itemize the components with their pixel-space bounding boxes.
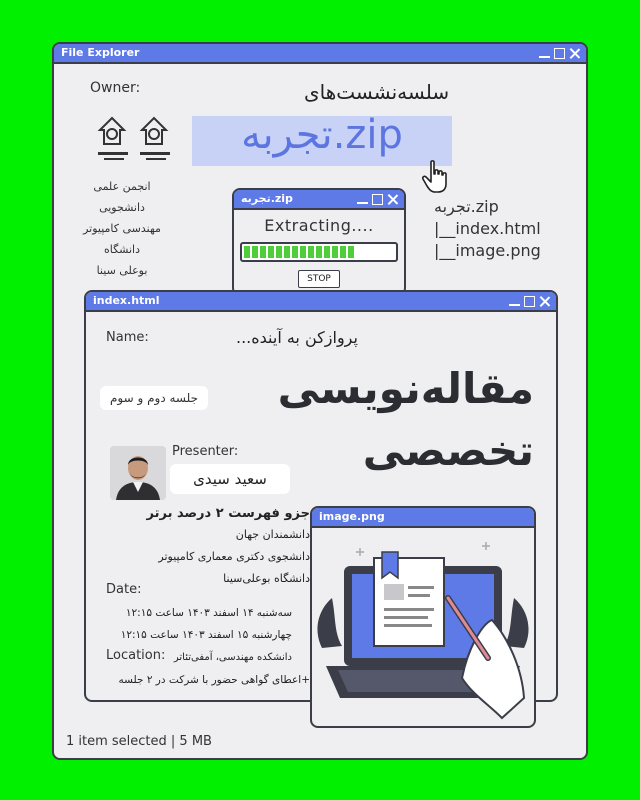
minimize-icon[interactable] [357,194,368,205]
minimize-icon[interactable] [509,296,520,307]
society-line: دانشجویی [99,201,145,214]
presenter-name: سعید سیدی [170,464,290,494]
presenter-bio [147,504,310,590]
progress-segment [308,246,314,258]
close-icon[interactable] [539,296,550,307]
image-titlebar[interactable] [312,508,534,528]
progress-segment [260,246,266,258]
progress-segment [252,246,258,258]
extracting-label: Extracting.... [264,216,374,235]
bio-line: دانشجوی دکتری معماری کامپیوتر [158,550,310,563]
file-tree [434,196,541,262]
session-badge: جلسه دوم و سوم [100,386,208,410]
progress-segment [348,246,354,258]
name-label: Name: [106,330,149,345]
progress-segment [300,246,306,258]
presenter-avatar-icon [110,446,166,500]
presenter-photo [110,446,166,500]
progress-segment [324,246,330,258]
close-icon[interactable] [387,194,398,205]
window-controls [509,292,550,310]
tree-item-index[interactable]: |__index.html [434,219,541,238]
date-line: سه‌شنبه ۱۴ اسفند ۱۴۰۳ ساعت ۱۲:۱۵ [125,607,292,619]
maximize-icon[interactable] [372,194,383,205]
extract-progress-bar [240,242,398,262]
image-title: image.png [319,510,385,523]
zip-file-title[interactable]: تجربه.zip [241,112,403,158]
hand-pointer-icon [422,160,450,194]
progress-segment [284,246,290,258]
progress-segment [340,246,346,258]
dates [121,602,292,646]
owner-label: Owner: [90,80,141,96]
headline-line1: مقاله‌نویسی [277,364,534,413]
bio-line: جزو فهرست ۲ درصد برتر [146,506,310,521]
progress-segment [276,246,282,258]
index-titlebar[interactable] [86,292,556,312]
extract-dialog [232,188,406,296]
progress-fill [244,246,394,258]
tree-item-zip[interactable]: تجربه.zip [434,197,499,216]
progress-segment [268,246,274,258]
progress-segment [244,246,250,258]
university-logo-icon [94,108,190,168]
tree-item-image[interactable]: |__image.png [434,241,541,260]
bio-line: دانشمندان جهان [235,528,310,541]
date-label: Date: [106,582,142,597]
laptop-illustration-icon [312,528,534,726]
society-line: بوعلی سینا [96,264,148,277]
series-title: سلسه‌نشست‌های [304,80,450,104]
window-controls [539,44,580,62]
presenter-label: Presenter: [172,444,239,459]
headline-line2: تخصصی [362,426,534,475]
society-line: دانشگاه [103,243,141,256]
tagline: پروازکن به آینده... [236,328,358,347]
status-bar: 1 item selected | 5 MB [66,734,212,749]
minimize-icon[interactable] [539,48,550,59]
file-explorer-titlebar[interactable] [54,44,586,64]
progress-segment [332,246,338,258]
society-line: مهندسی کامپیوتر [83,222,161,235]
stop-button[interactable]: STOP [298,270,340,288]
progress-segment [316,246,322,258]
maximize-icon[interactable] [554,48,565,59]
progress-segment [292,246,298,258]
location-value: دانشکده مهندسی، آمفی‌تئاتر [173,652,292,663]
image-png-window [310,506,536,728]
close-icon[interactable] [569,48,580,59]
bio-line: دانشگاه بوعلی‌سینا [223,572,310,585]
society-line: انجمن علمی [93,180,151,193]
date-line: چهارشنبه ۱۵ اسفند ۱۴۰۳ ساعت ۱۲:۱۵ [120,629,292,641]
location-label: Location: [106,648,166,663]
file-explorer-title: File Explorer [61,46,140,59]
extract-title: تجربه.zip [241,192,293,205]
extract-titlebar[interactable] [234,190,404,210]
window-controls [357,190,398,208]
index-title: index.html [93,294,160,307]
society-name [62,176,182,281]
certificate-note: +اعطای گواهی حضور با شرکت در ۲ جلسه [118,674,310,686]
maximize-icon[interactable] [524,296,535,307]
